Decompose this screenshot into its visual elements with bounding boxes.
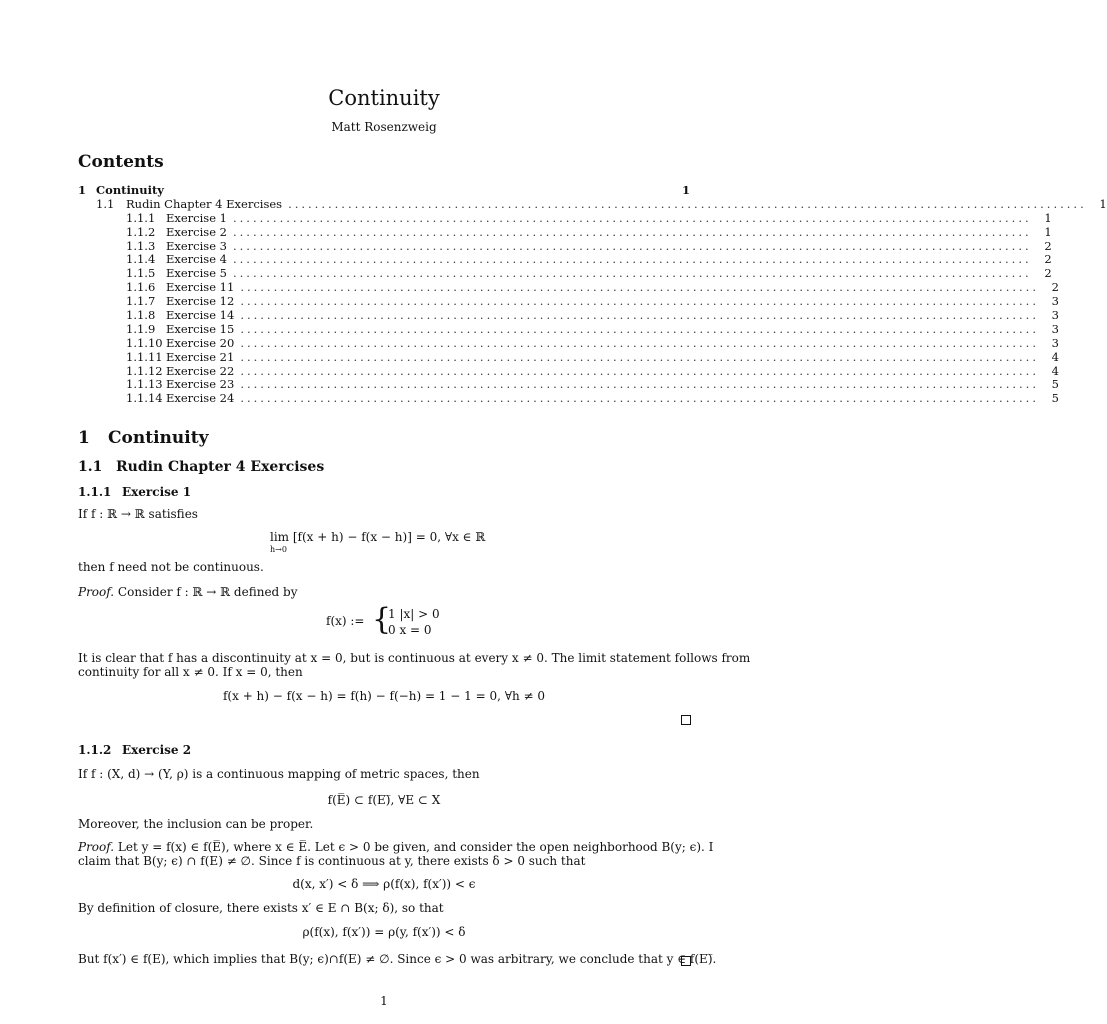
subsection-title: Rudin Chapter 4 Exercises bbox=[116, 459, 325, 475]
toc-entry-number: 1.1.12 bbox=[126, 363, 163, 378]
exercise-1-paragraph-line-2: continuity for all x ≠ 0. If x = 0, then bbox=[78, 665, 303, 679]
toc-leader-dots: ........................................................................................................................ bbox=[232, 224, 1032, 239]
left-brace: { bbox=[372, 602, 392, 637]
toc-entry-label: Exercise 20 bbox=[166, 335, 235, 350]
toc-entry[interactable] bbox=[78, 294, 1059, 309]
toc-entry-page: 1 bbox=[1099, 196, 1107, 211]
toc-entry[interactable] bbox=[78, 377, 1059, 392]
toc-entry-number: 1.1.7 bbox=[126, 294, 156, 309]
exercise-2-formula-3: ρ(f(x), f(x′)) = ρ(y, f(x′)) < δ bbox=[302, 925, 466, 939]
toc-entry-label: Exercise 12 bbox=[166, 294, 235, 309]
exercise-1-proof-intro bbox=[78, 585, 298, 599]
toc-entry[interactable] bbox=[78, 280, 1059, 295]
toc-entry-page: 2 bbox=[1044, 266, 1052, 281]
toc-leader-dots: ........................................................................................................................ bbox=[240, 349, 1039, 364]
toc-entry-page: 3 bbox=[1051, 294, 1059, 309]
toc-entry-page: 2 bbox=[1051, 280, 1059, 295]
piecewise-case-2: 0 x = 0 bbox=[388, 623, 432, 637]
toc-entry-page: 5 bbox=[1051, 391, 1059, 406]
toc-leader-dots: ........................................................................................................................ bbox=[288, 196, 1087, 211]
table-of-contents bbox=[78, 183, 1107, 406]
exercise-2-final-line: But f(x′) ∈ f(E), which implies that B(y; ϵ)∩f(E) ≠ ∅. Since ϵ > 0 was arbitrary, we conclude that y ∈ f(E)̅. bbox=[78, 952, 717, 966]
exercise-1-title: Exercise 1 bbox=[122, 485, 192, 499]
toc-entry-label: Exercise 15 bbox=[166, 321, 235, 336]
toc-entry-page: 5 bbox=[1051, 377, 1059, 392]
exercise-2-formula-2: d(x, x′) < δ ⟹ ρ(f(x), f(x′)) < ϵ bbox=[292, 877, 476, 891]
toc-entry[interactable] bbox=[78, 391, 1059, 406]
exercise-2-proof-line-2: claim that B(y; ϵ) ∩ f(E) ≠ ∅. Since f is continuous at y, there exists δ > 0 such that bbox=[78, 854, 586, 868]
toc-entry-number: 1.1.14 bbox=[126, 391, 163, 406]
toc-leader-dots: ........................................................................................................................ bbox=[232, 252, 1032, 267]
exercise-1-heading bbox=[78, 485, 191, 499]
toc-entry-number: 1.1.6 bbox=[126, 280, 156, 295]
toc-entry-number: 1.1.1 bbox=[126, 210, 156, 225]
exercise-2-statement: If f : (X, d) → (Y, ρ) is a continuous mapping of metric spaces, then bbox=[78, 767, 480, 781]
toc-leader-dots: ........................................................................................................................ bbox=[232, 266, 1032, 281]
proof-intro-text: Consider f : ℝ → ℝ defined by bbox=[114, 585, 298, 599]
limit-formula bbox=[270, 530, 486, 554]
toc-entry[interactable] bbox=[78, 266, 1052, 281]
toc-entry-page: 2 bbox=[1044, 252, 1052, 267]
toc-leader-dots: ........................................................................................................................ bbox=[232, 210, 1032, 225]
exercise-1-number: 1.1.1 bbox=[78, 485, 112, 499]
toc-entry-number: 1.1.3 bbox=[126, 238, 156, 253]
piecewise-lhs: f(x) := bbox=[326, 614, 365, 628]
exercise-1-conclusion: then f need not be continuous. bbox=[78, 560, 264, 574]
contents-heading: Contents bbox=[78, 152, 164, 172]
section-heading bbox=[78, 428, 208, 448]
toc-entry-page: 3 bbox=[1051, 335, 1059, 350]
toc-entry-label: Rudin Chapter 4 Exercises bbox=[126, 196, 283, 211]
toc-entry-label: Exercise 2 bbox=[166, 224, 227, 239]
toc-entry-label: Exercise 5 bbox=[166, 266, 227, 281]
toc-entry-page: 4 bbox=[1051, 349, 1059, 364]
toc-entry-label: Exercise 23 bbox=[166, 377, 235, 392]
toc-entry[interactable] bbox=[78, 349, 1059, 365]
toc-entry-number: 1.1.10 bbox=[126, 335, 163, 350]
toc-entry[interactable] bbox=[78, 252, 1052, 267]
toc-entry-label: Exercise 11 bbox=[166, 280, 235, 295]
toc-entry[interactable] bbox=[78, 196, 1107, 212]
toc-entry-label: Exercise 21 bbox=[166, 349, 235, 364]
toc-entry-label: Continuity bbox=[96, 183, 164, 197]
toc-entry-page: 1 bbox=[1044, 210, 1052, 225]
subsection-heading bbox=[78, 459, 324, 475]
toc-leader-dots: ........................................................................................................................ bbox=[240, 377, 1039, 392]
exercise-1-statement: If f : ℝ → ℝ satisfies bbox=[78, 507, 198, 521]
toc-leader-dots: ........................................................................................................................ bbox=[240, 391, 1039, 406]
toc-entry-number: 1.1.8 bbox=[126, 308, 156, 323]
toc-leader-dots: ........................................................................................................................ bbox=[240, 280, 1039, 295]
qed-symbol-2 bbox=[681, 956, 691, 966]
toc-entry-page: 4 bbox=[1051, 363, 1059, 378]
toc-entry-number: 1.1.2 bbox=[126, 224, 156, 239]
limit-formula-text: lim [f(x + h) − f(x − h)] = 0, ∀x ∈ ℝ bbox=[270, 530, 486, 544]
toc-leader-dots: ........................................................................................................................ bbox=[240, 363, 1039, 378]
toc-entry[interactable] bbox=[78, 335, 1059, 351]
toc-entry-number: 1.1.5 bbox=[126, 266, 156, 281]
toc-leader-dots: ........................................................................................................................ bbox=[240, 321, 1039, 336]
proof-label-2: Proof. bbox=[78, 840, 115, 854]
exercise-1-paragraph-line-1: It is clear that f has a discontinuity at x = 0, but is continuous at every x ≠ 0. The limit statement follows from bbox=[78, 651, 751, 665]
toc-entry-page: 2 bbox=[1044, 238, 1052, 253]
exercise-2-number: 1.1.2 bbox=[78, 743, 112, 757]
piecewise-case-1: 1 |x| > 0 bbox=[388, 607, 440, 621]
subsection-number: 1.1 bbox=[78, 459, 103, 475]
toc-entry[interactable] bbox=[78, 308, 1059, 323]
toc-entry-number: 1.1 bbox=[96, 196, 115, 211]
toc-entry[interactable] bbox=[78, 238, 1052, 254]
toc-entry-number: 1 bbox=[78, 183, 87, 197]
section-number: 1 bbox=[78, 428, 90, 448]
exercise-2-heading bbox=[78, 743, 191, 757]
toc-entry-number: 1.1.11 bbox=[126, 349, 163, 364]
toc-entry[interactable] bbox=[78, 224, 1052, 240]
exercise-2-title: Exercise 2 bbox=[122, 743, 192, 757]
toc-leader-dots: ........................................................................................................................ bbox=[232, 238, 1032, 253]
toc-entry-label: Exercise 1 bbox=[166, 210, 227, 225]
exercise-2-proof-line-1 bbox=[78, 840, 713, 854]
proof-line-1-text: Let y = f(x) ∈ f(E̅), where x ∈ E̅. Let ϵ > 0 be given, and consider the open neighborhood B(y; ϵ). I bbox=[114, 840, 714, 854]
author-name: Matt Rosenzweig bbox=[331, 120, 437, 134]
limit-subscript: h→0 bbox=[270, 545, 287, 554]
exercise-2-moreover: Moreover, the inclusion can be proper. bbox=[78, 817, 314, 831]
section-title: Continuity bbox=[108, 428, 209, 448]
toc-entry[interactable] bbox=[78, 184, 690, 198]
toc-entry-number: 1.1.13 bbox=[126, 377, 163, 392]
toc-entry-number: 1.1.9 bbox=[126, 321, 156, 336]
toc-entry-page: 3 bbox=[1051, 308, 1059, 323]
toc-leader-dots: ........................................................................................................................ bbox=[240, 308, 1039, 323]
proof-label: Proof. bbox=[78, 585, 115, 599]
toc-leader-dots: ........................................................................................................................ bbox=[240, 294, 1039, 309]
toc-entry-number: 1.1.4 bbox=[126, 252, 156, 267]
toc-entry[interactable] bbox=[78, 210, 1052, 226]
exercise-2-formula-1: f(E̅) ⊂ f(E)̅, ∀E ⊂ X bbox=[327, 793, 441, 807]
qed-symbol-1 bbox=[681, 715, 691, 725]
exercise-1-formula-2: f(x + h) − f(x − h) = f(h) − f(−h) = 1 − 1 = 0, ∀h ≠ 0 bbox=[222, 689, 545, 703]
exercise-2-closure-line: By definition of closure, there exists x′ ∈ E ∩ B(x; δ), so that bbox=[78, 901, 444, 915]
toc-entry[interactable] bbox=[78, 363, 1059, 379]
paper-title: Continuity bbox=[328, 86, 440, 110]
toc-entry-page: 1 bbox=[681, 183, 690, 197]
toc-entry-label: Exercise 14 bbox=[166, 308, 235, 323]
toc-entry[interactable] bbox=[78, 321, 1059, 337]
toc-entry-label: Exercise 3 bbox=[166, 238, 227, 253]
toc-entry-page: 1 bbox=[1044, 224, 1052, 239]
toc-entry-label: Exercise 22 bbox=[166, 363, 235, 378]
toc-entry-page: 3 bbox=[1051, 321, 1059, 336]
toc-entry-label: Exercise 4 bbox=[166, 252, 227, 267]
toc-leader-dots: ........................................................................................................................ bbox=[240, 335, 1039, 350]
toc-entry-label: Exercise 24 bbox=[166, 391, 235, 406]
page-number: 1 bbox=[380, 994, 388, 1008]
